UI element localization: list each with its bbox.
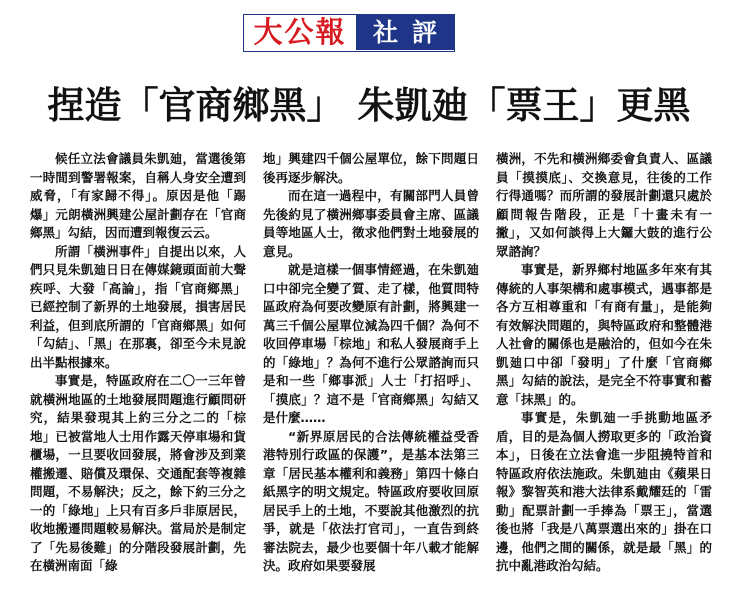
paragraph: 候任立法會議員朱凱廸，當選後第一時間到警署報案，自稱人身安全遭到威脅，「有家歸不得」。原因是他「踢爆」元朗橫洲興建公屋計劃存在「官商鄉黑」勾結，因而遭到報復云云。 [30,151,246,240]
paragraph: 所謂「橫洲事件」自提出以來，人們只見朱凱廸日日在傳媒鏡頭面前大聲疾呼、大發「高論」，指「官商鄉黑」已經控制了新界的土地發展，損害居民利益，但到底所謂的「官商鄉黑」如何「勾結」、「黑」在那裏，卻至今未見說出半點根據來。 [30,243,246,370]
column-2 [263,150,479,576]
headline-part-1: 捏造「官商鄉黑」 [47,83,344,127]
newspaper-logo: 大公報 [244,15,356,50]
paragraph-continued: 地」興建四千個公屋單位，餘下問題日後再逐步解決。 [263,151,479,185]
paragraph: 事實是，新界鄉村地區多年來有其傳統的人事架構和處事模式，遇事都是各方互相尊重和「有商有量」，是能夠有效解決問題的，與特區政府和整體港人社會的關係也是融洽的，但如今在朱凱廸口中卻「發明」了什麼「官商鄉黑」勾結的說法，是完全不符事實和蓄意「抹黑」的。 [496,262,712,407]
paragraph: 事實是，特區政府在二〇一三年曾就橫洲地區的土地發展問題進行顧問研究，結果發現其上約三分之二的「棕地」已被當地人士用作露天停車場和貨櫃場，一旦要收回發展，將會涉及到業權搬遷、賠償及環保、交通配套等複雜問題，不易解決；反之，餘下約三分之一的「綠地」上只有百多戶非原居民，收地搬遷問題較易解決。當局於是制定了「先易後難」的分階段發展計劃，先在橫洲南面「綠 [30,373,246,573]
paragraph: 就是這樣一個事情經過，在朱凱廸口中卻完全變了質、走了樣，他質問特區政府為何要改變原有計劃，將興建一萬三千個公屋單位減為四千個？為何不收回停車場「棕地」和私人發展商手上的「綠地」？為何不進行公眾諮詢而只是和一些「鄉事派」人士「打招呼」、「摸底」？這不是「官商鄉黑」勾結又是什麼…… [263,262,479,425]
section-label: 社評 [356,15,454,50]
paragraph: “新界原居民的合法傳統權益受香港特別行政區的保護”，是基本法第三章「居民基本權利和義務」第四十條白紙黑字的明文規定。特區政府要收回原居民手上的土地，不要說其他激烈的抗爭，就是「依法打官司」，一直告到終審法院去，最少也要個十年八載才能解決。政府如果要發展 [263,428,479,573]
article-body [30,150,712,576]
column-3 [496,150,712,576]
paragraph: 而在這一過程中，有關部門人員曾先後約見了橫洲鄉事委員會主席、區議員等地區人士，徵求他們對土地發展的意見。 [263,188,479,259]
headline [0,82,738,128]
column-1 [30,150,246,576]
masthead [243,14,455,52]
paragraph-continued: 橫洲，不先和橫洲鄉委會負責人、區議員「摸摸底」、交換意見，往後的工作行得通嗎？而所謂的發展計劃還只處於顧問報告階段，正是「十畫未有一撇」，又如何談得上大鑼大鼓的進行公眾諮詢？ [496,151,712,259]
headline-part-2: 朱凱廸「票王」更黑 [357,83,691,127]
paragraph: 事實是，朱凱廸一手挑動地區矛盾，目的是為個人撈取更多的「政治資本」，日後在立法會進一步阻撓特首和特區政府依法施政。朱凱廸由《蘋果日報》黎智英和港大法律系戴耀廷的「雷動」配票計劃一手捧為「票王」，當選後也將「我是八萬票選出來的」掛在口邊，他們之間的關係，就是最「黑」的抗中亂港政治勾結。 [496,410,712,573]
